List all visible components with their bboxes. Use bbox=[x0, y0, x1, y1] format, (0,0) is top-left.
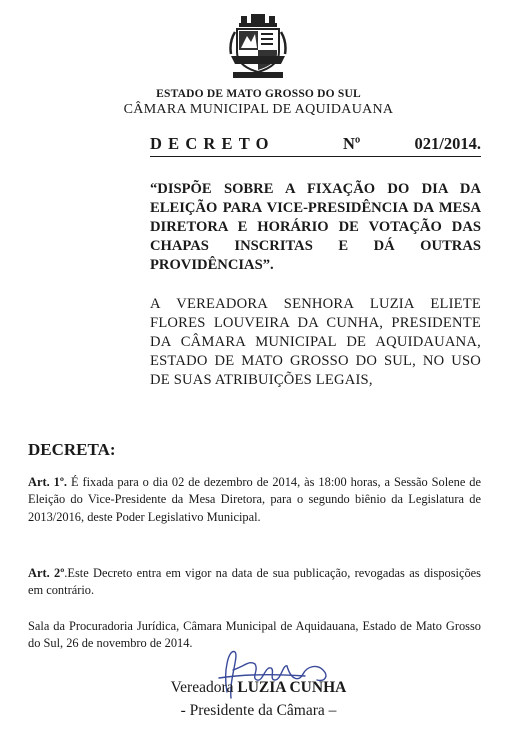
decree-word: DECRETO bbox=[150, 134, 275, 153]
article-2 bbox=[28, 565, 481, 600]
decree-heading bbox=[150, 134, 481, 157]
article-1-label: Art. 1º. bbox=[28, 475, 68, 489]
signer-name: LUZIA CUNHA bbox=[237, 679, 347, 696]
signer-line bbox=[0, 679, 517, 697]
decree-summary: “DISPÕE SOBRE A FIXAÇÃO DO DIA DA ELEIÇÃO PARA VICE-PRESIDÊNCIA DA MESA DIRETORA E HORÁRIO DE VOTAÇÃO DAS CHAPAS INSCRITAS E DÁ OUTRAS PROVIDÊNCIAS”. bbox=[150, 181, 481, 273]
preamble: A VEREADORA SENHORA LUZIA ELIETE FLORES LOUVEIRA DA CUNHA, PRESIDENTE DA CÂMARA MUNICIPAL DE AQUIDAUANA, ESTADO DE MATO GROSSO DO SUL, NO USO DE SUAS ATRIBUIÇÕES LEGAIS, bbox=[150, 296, 481, 388]
chamber-name: CÂMARA MUNICIPAL DE AQUIDAUANA bbox=[123, 102, 394, 117]
article-2-text: .Este Decreto entra em vigor na data de sua publicação, revogadas as disposições em contrário. bbox=[28, 566, 481, 598]
signer-title: Vereadora bbox=[170, 679, 238, 696]
closing-place-date: Sala da Procuradoria Jurídica, Câmara Municipal de Aquidauana, Estado de Mato Grosso do Sul, 26 de novembro de 2014. bbox=[28, 619, 481, 651]
state-name: ESTADO DE MATO GROSSO DO SUL bbox=[156, 88, 361, 100]
decreta-heading: DECRETA: bbox=[28, 440, 116, 459]
article-2-label: Art. 2º bbox=[28, 566, 65, 580]
article-1 bbox=[28, 474, 481, 526]
article-1-text: É fixada para o dia 02 de dezembro de 2014, às 18:00 horas, a Sessão Solene de Eleição do Vice-Presidente da Mesa Diretora, para o segundo biênio da Legislatura de 2013/2016, deste Poder Legislativo Municipal. bbox=[28, 475, 481, 524]
signer-role: - Presidente da Câmara – bbox=[180, 702, 337, 719]
municipal-coat-of-arms bbox=[227, 14, 289, 80]
decree-number-label: Nº bbox=[343, 134, 361, 153]
decree-number: 021/2014. bbox=[414, 134, 481, 153]
